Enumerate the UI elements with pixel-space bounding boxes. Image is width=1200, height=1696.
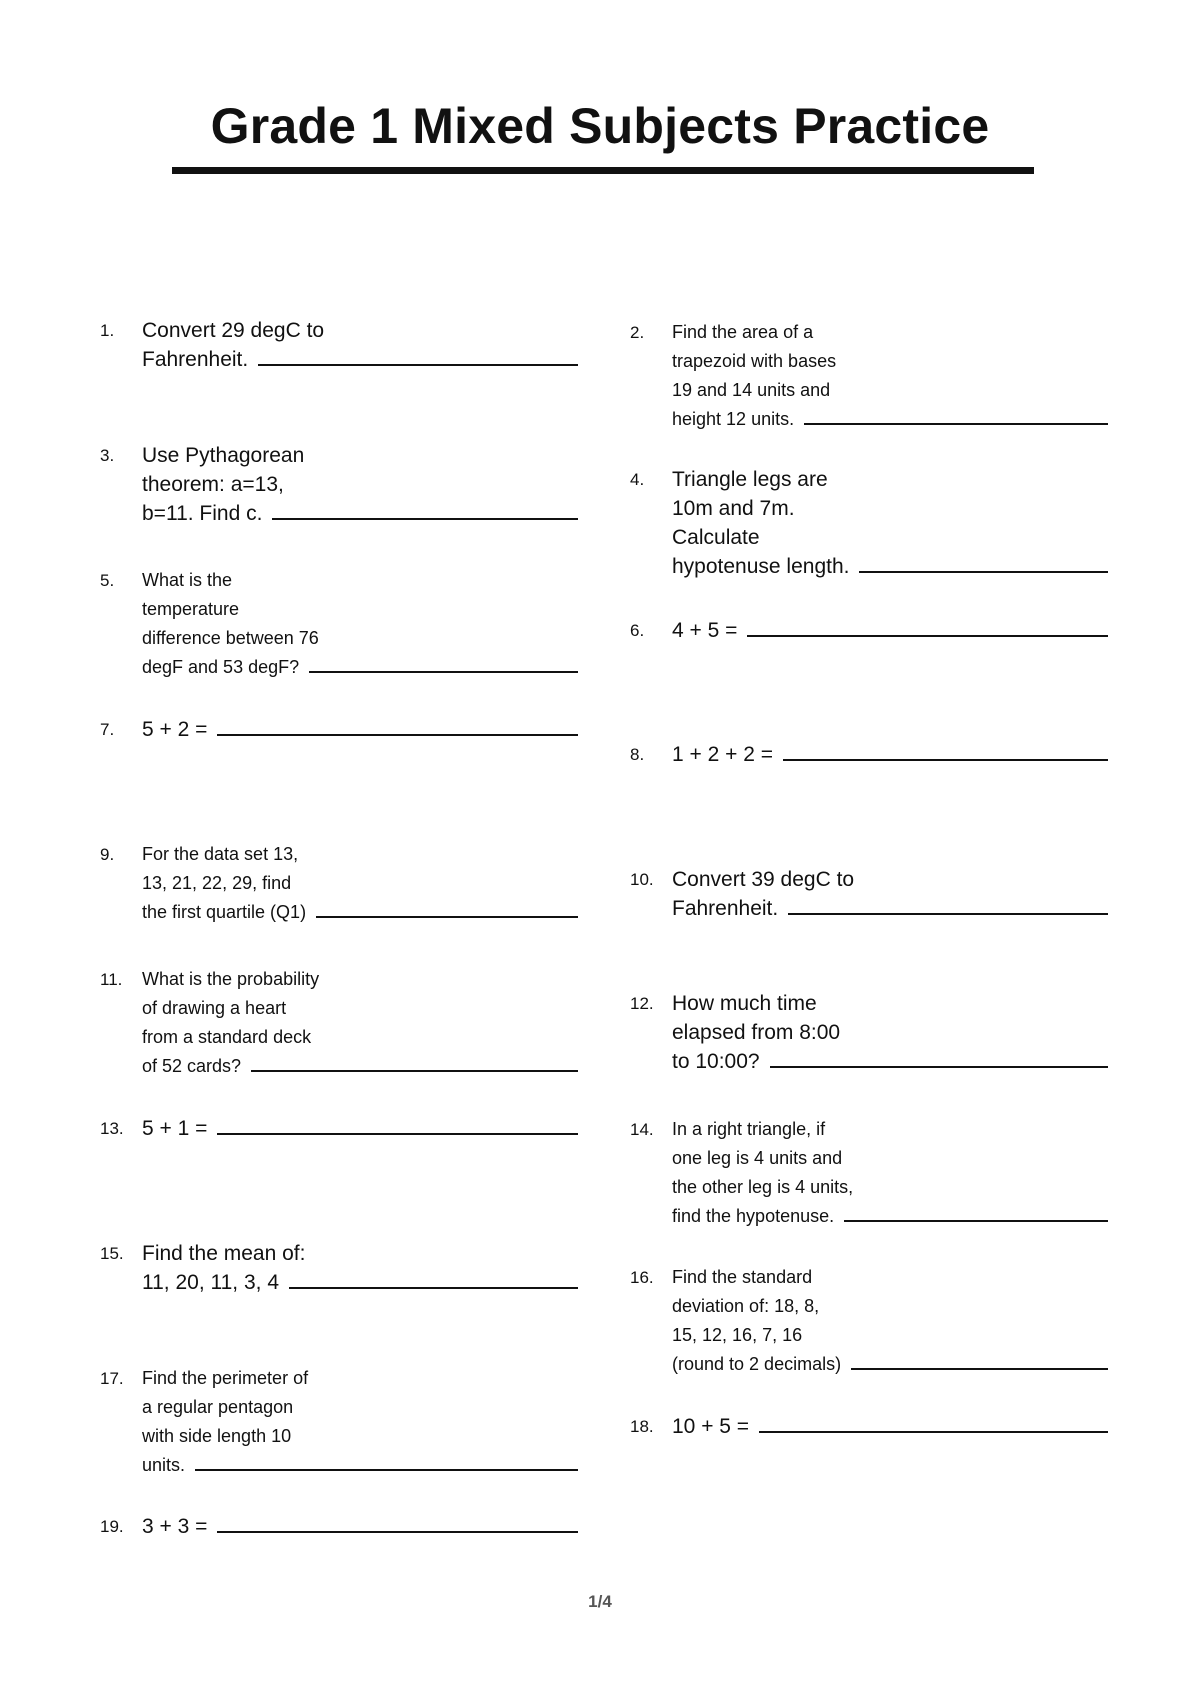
question-text [142, 1364, 578, 1480]
question-line-text: 1 + 2 + 2 = [672, 743, 774, 766]
question-text [142, 1114, 578, 1143]
question-number: 11. [100, 970, 123, 989]
question-text [672, 1115, 1108, 1231]
question-text [672, 989, 1108, 1076]
answer-blank-line[interactable] [217, 734, 578, 736]
question-line-text: Use Pythagorean [142, 444, 305, 467]
question-line [142, 316, 578, 345]
question-line [672, 376, 1108, 405]
question-line [142, 1052, 578, 1081]
question-number: 12. [630, 994, 654, 1013]
question-line-text: of 52 cards? [142, 1056, 242, 1076]
question-line [142, 1268, 578, 1297]
question-line-text: of drawing a heart [142, 998, 287, 1018]
question-line-text: 3 + 3 = [142, 1515, 208, 1538]
question-line-text: In a right triangle, if [672, 1119, 826, 1139]
question-number: 5. [100, 571, 115, 590]
answer-blank-line[interactable] [844, 1220, 1108, 1222]
question-number: 19. [100, 1517, 124, 1536]
question-number: 14. [630, 1120, 654, 1139]
question-line-text: trapezoid with bases [672, 351, 837, 371]
question-line-text: from a standard deck [142, 1027, 312, 1047]
question-line [142, 1451, 578, 1480]
question-line-text: For the data set 13, [142, 844, 299, 864]
question-line [672, 1321, 1108, 1350]
question-line [142, 345, 578, 374]
question-number: 16. [630, 1268, 654, 1287]
question-line-text: Find the standard [672, 1267, 813, 1287]
question-line [672, 1047, 1108, 1076]
question-line [672, 740, 1108, 769]
answer-blank-line[interactable] [272, 518, 578, 520]
question-line [142, 595, 578, 624]
answer-blank-line[interactable] [747, 635, 1108, 637]
question-line [142, 1239, 578, 1268]
question-text [672, 740, 1108, 769]
question-line-text: b=11. Find c. [142, 502, 263, 525]
question-line [142, 653, 578, 682]
answer-blank-line[interactable] [316, 916, 578, 918]
question-line [142, 715, 578, 744]
question-line [672, 865, 1108, 894]
answer-blank-line[interactable] [788, 913, 1108, 915]
answer-blank-line[interactable] [804, 423, 1108, 425]
question-line-text: to 10:00? [672, 1050, 760, 1073]
question-line [142, 624, 578, 653]
question-number: 6. [630, 621, 645, 640]
answer-blank-line[interactable] [195, 1469, 578, 1471]
question-number: 15. [100, 1244, 124, 1263]
question-line [672, 616, 1108, 645]
question-line-text: find the hypotenuse. [672, 1206, 835, 1226]
question-line [672, 405, 1108, 434]
question-line [672, 347, 1108, 376]
question-line [142, 499, 578, 528]
question-text [672, 465, 1108, 581]
question-line-text: Convert 29 degC to [142, 319, 325, 342]
question-line-text: What is the probability [142, 969, 320, 989]
question-line-text: Convert 39 degC to [672, 868, 855, 891]
question-line [672, 1144, 1108, 1173]
question-line-text: 5 + 2 = [142, 718, 208, 741]
answer-blank-line[interactable] [289, 1287, 578, 1289]
question-line-text: Find the area of a [672, 322, 814, 342]
question-line [672, 1292, 1108, 1321]
question-number: 4. [630, 470, 645, 489]
question-line-text: the other leg is 4 units, [672, 1177, 854, 1197]
question-line-text: Calculate [672, 526, 760, 549]
question-line [142, 470, 578, 499]
question-line-text: Find the perimeter of [142, 1368, 309, 1388]
question-line [142, 898, 578, 927]
question-text [672, 865, 1108, 923]
answer-blank-line[interactable] [783, 759, 1108, 761]
question-text [142, 840, 578, 927]
question-line [142, 994, 578, 1023]
question-line [672, 494, 1108, 523]
question-number: 3. [100, 446, 115, 465]
question-line-text: 13, 21, 22, 29, find [142, 873, 292, 893]
question-text [142, 316, 578, 374]
question-line-text: 4 + 5 = [672, 619, 738, 642]
question-line-text: Triangle legs are [672, 468, 828, 491]
question-line [142, 840, 578, 869]
question-line-text: with side length 10 [142, 1426, 292, 1446]
question-text [142, 1239, 578, 1297]
question-line-text: (round to 2 decimals) [672, 1354, 842, 1374]
question-text [142, 965, 578, 1081]
worksheet-title: Grade 1 Mixed Subjects Practice [210, 98, 990, 154]
question-line-text: Find the mean of: [142, 1242, 306, 1265]
question-line-text: What is the [142, 570, 233, 590]
question-text [142, 715, 578, 744]
question-line [672, 1173, 1108, 1202]
question-number: 17. [100, 1369, 124, 1388]
question-line-text: temperature [142, 599, 240, 619]
question-line [142, 1422, 578, 1451]
question-line-text: difference between 76 [142, 628, 319, 648]
question-line-text: Fahrenheit. [142, 348, 249, 371]
question-line-text: 15, 12, 16, 7, 16 [672, 1325, 803, 1345]
question-line-text: theorem: a=13, [142, 473, 284, 496]
question-number: 2. [630, 323, 645, 342]
answer-blank-line[interactable] [217, 1133, 578, 1135]
question-line-text: 5 + 1 = [142, 1117, 208, 1140]
question-line [142, 1364, 578, 1393]
question-text [672, 318, 1108, 434]
question-line-text: Fahrenheit. [672, 897, 779, 920]
question-number: 9. [100, 845, 115, 864]
question-line [142, 441, 578, 470]
question-line [672, 1350, 1108, 1379]
question-number: 8. [630, 745, 645, 764]
question-line-text: height 12 units. [672, 409, 795, 429]
question-line [672, 465, 1108, 494]
page-number: 1/4 [588, 1592, 612, 1611]
question-text [672, 1412, 1108, 1441]
question-number: 18. [630, 1417, 654, 1436]
question-number: 13. [100, 1119, 124, 1138]
question-number: 1. [100, 321, 115, 340]
question-line [142, 1023, 578, 1052]
question-line [142, 1114, 578, 1143]
title-underline [172, 167, 1034, 174]
question-line [672, 1115, 1108, 1144]
question-line [672, 552, 1108, 581]
question-line [142, 566, 578, 595]
question-line [142, 1512, 578, 1541]
answer-blank-line[interactable] [770, 1066, 1108, 1068]
question-line-text: a regular pentagon [142, 1397, 294, 1417]
question-line [672, 1263, 1108, 1292]
question-line-text: degF and 53 degF? [142, 657, 300, 677]
question-line [672, 894, 1108, 923]
question-line-text: the first quartile (Q1) [142, 902, 307, 922]
question-text [672, 1263, 1108, 1379]
question-line [672, 1202, 1108, 1231]
answer-blank-line[interactable] [251, 1070, 578, 1072]
question-line [142, 869, 578, 898]
question-line [142, 1393, 578, 1422]
question-line [672, 1018, 1108, 1047]
question-line-text: deviation of: 18, 8, [672, 1296, 820, 1316]
question-line-text: 10m and 7m. [672, 497, 795, 520]
question-line [142, 965, 578, 994]
question-text [142, 1512, 578, 1541]
answer-blank-line[interactable] [217, 1531, 578, 1533]
question-line-text: 11, 20, 11, 3, 4 [142, 1271, 279, 1294]
question-line-text: hypotenuse length. [672, 555, 850, 578]
question-line [672, 318, 1108, 347]
question-number: 7. [100, 720, 115, 739]
question-number: 10. [630, 870, 654, 889]
question-line-text: one leg is 4 units and [672, 1148, 843, 1168]
question-line-text: How much time [672, 992, 817, 1015]
question-line-text: units. [142, 1455, 186, 1475]
question-line [672, 523, 1108, 552]
answer-blank-line[interactable] [859, 571, 1108, 573]
answer-blank-line[interactable] [851, 1368, 1108, 1370]
question-line [672, 1412, 1108, 1441]
question-line [672, 989, 1108, 1018]
question-text [142, 441, 578, 528]
question-line-text: 19 and 14 units and [672, 380, 831, 400]
answer-blank-line[interactable] [759, 1431, 1108, 1433]
question-line-text: elapsed from 8:00 [672, 1021, 841, 1044]
answer-blank-line[interactable] [309, 671, 578, 673]
question-text [142, 566, 578, 682]
question-text [672, 616, 1108, 645]
answer-blank-line[interactable] [258, 364, 578, 366]
question-line-text: 10 + 5 = [672, 1415, 750, 1438]
